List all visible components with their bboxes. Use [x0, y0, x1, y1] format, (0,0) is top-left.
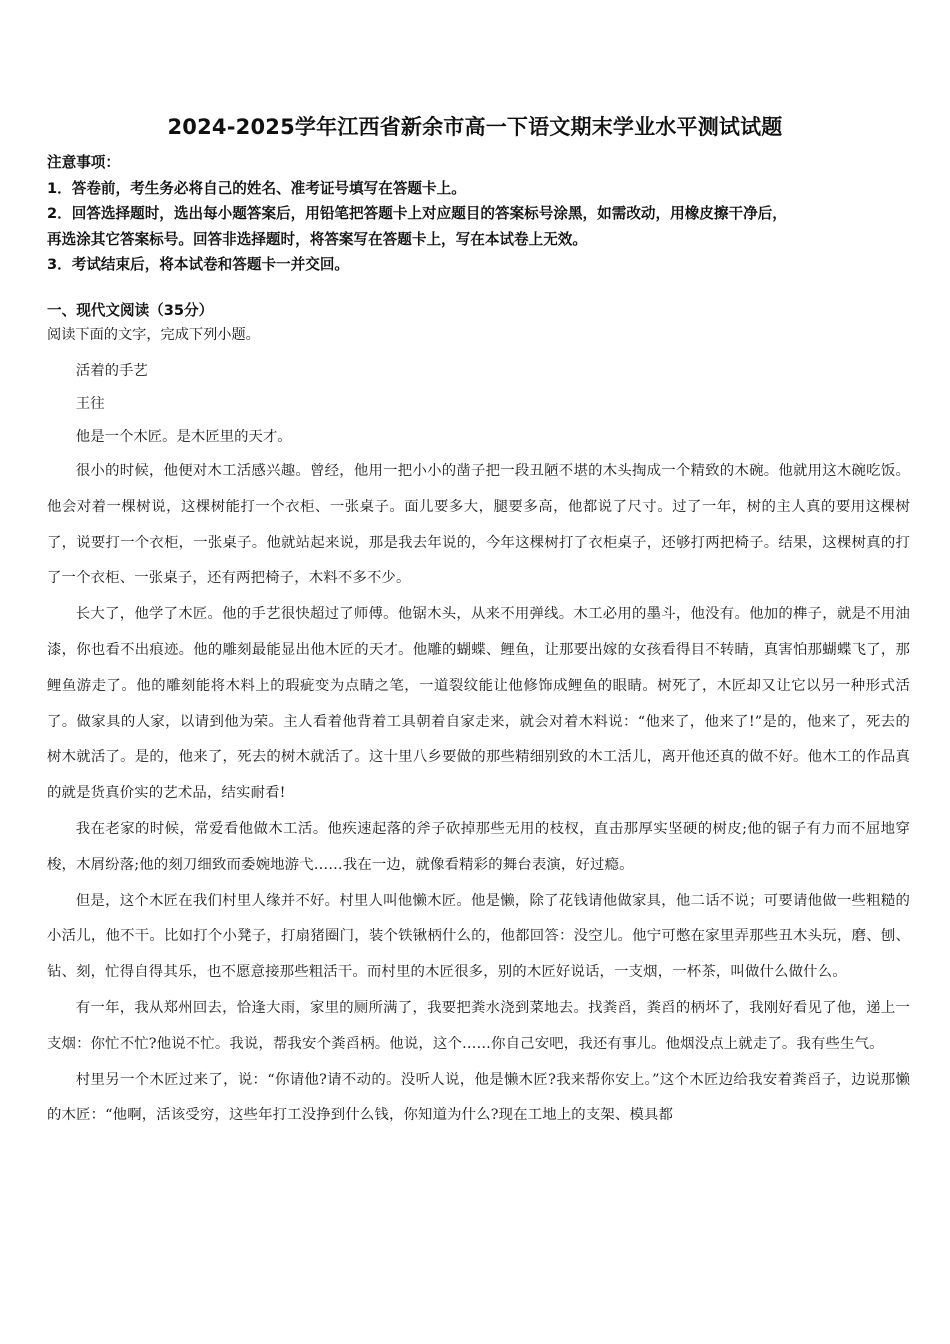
article-paragraph: 我在老家的时候，常爱看他做木工活。他疾速起落的斧子砍掉那些无用的枝杈，直击那厚实坚硬的树皮;他的锯子有力而不屈地穿梭，木屑纷落;他的刻刀细致而委婉地游弋……我在一边，就像看精彩的舞台表演，好过瘾。	[47, 820, 910, 873]
article-paragraph: 但是，这个木匠在我们村里人缘并不好。村里人叫他懒木匠。他是懒，除了花钱请他做家具，他二话不说；可要请他做一些粗糙的小活儿，他不干。比如打个小凳子，打扇猪圈门，装个铁锹柄什么的，他都回答：没空儿。他宁可憋在家里弄那些丑木头玩，磨、刨、钻、刻，忙得自得其乐，也不愿意接那些粗活干。而村里的木匠很多，别的木匠好说话，一支烟，一杯茶，叫做什么做什么。	[47, 892, 910, 981]
article-paragraph: 有一年，我从郑州回去，恰逢大雨，家里的厕所满了，我要把粪水浇到菜地去。找粪舀，粪舀的柄坏了，我刚好看见了他，递上一支烟：你忙不忙?他说不忙。我说，帮我安个粪舀柄。他说，这个……你自己安吧，我还有事儿。他烟没点上就走了。我有些生气。	[47, 999, 910, 1052]
article-author: 王往	[75, 396, 105, 412]
reading-passage	[47, 355, 910, 1134]
notice-item: 3．考试结束后，将本试卷和答题卡一并交回。	[47, 256, 350, 274]
article-title: 活着的手艺	[75, 363, 148, 379]
article-paragraph: 他是一个木匠。是木匠里的天才。	[75, 429, 292, 445]
notice-heading: 注意事项：	[47, 154, 120, 171]
notice-item: 1．答卷前，考生务必将自己的姓名、准考证号填写在答题卡上。	[47, 179, 466, 197]
section-header	[47, 298, 917, 348]
notice-block	[47, 150, 917, 278]
section-heading: 一、现代文阅读（35分）	[47, 302, 214, 319]
section-instruction: 阅读下面的文字，完成下列小题。	[47, 327, 260, 343]
notice-item: 2．回答选择题时，选出每小题答案后，用铅笔把答题卡上对应题目的答案标号涂黑，如需改动，用橡皮擦干净后，	[47, 205, 787, 223]
article-paragraph: 长大了，他学了木匠。他的手艺很快超过了师傅。他锯木头，从来不用弹线。木工必用的墨斗，他没有。他加的榫子，就是不用油漆，你也看不出痕迹。他的雕刻最能显出他木匠的天才。他雕的蝴蝶、鲤鱼，让那要出嫁的女孩看得目不转睛，真害怕那蝴蝶飞了，那鲤鱼游走了。他的雕刻能将木料上的瑕疵变为点睛之笔，一道裂纹能让他修饰成鲤鱼的眼睛。树死了，木匠却又让它以另一种形式活了。做家具的人家，以请到他为荣。主人看着他背着工具朝着自家走来，就会对着木料说：“他来了，他来了!”是的，他来了，死去的树木就活了。是的，他来了，死去的树木就活了。这十里八乡要做的那些精细别致的木工活儿，离开他还真的做不好。他木工的作品真的就是货真价实的艺术品，结实耐看!	[47, 606, 910, 802]
article-paragraph: 很小的时候，他便对木工活感兴趣。曾经，他用一把小小的凿子把一段丑陋不堪的木头掏成一个精致的木碗。他就用这木碗吃饭。他会对着一棵树说，这棵树能打一个衣柜、一张桌子。面儿要多大，腿要多高，他都说了尺寸。过了一年，树的主人真的要用这棵树了，说要打一个衣柜，一张桌子。他就站起来说，那是我去年说的，今年这棵树打了衣柜桌子，还够打两把椅子。结果，这棵树真的打了一个衣柜、一张桌子，还有两把椅子，木料不多不少。	[47, 463, 910, 587]
notice-item: 再选涂其它答案标号。回答非选择题时，将答案写在答题卡上，写在本试卷上无效。	[47, 230, 587, 248]
page-title: 2024-2025学年江西省新余市高一下语文期末学业水平测试试题	[167, 115, 783, 139]
article-paragraph: 村里另一个木匠过来了，说：“你请他?请不动的。没听人说，他是懒木匠?我来帮你安上。”这个木匠边给我安着粪舀子，边说那懒的木匠：“他啊，活该受穷，这些年打工没挣到什么钱，你知道为什么?现在工地上的支架、模具都	[47, 1071, 910, 1124]
